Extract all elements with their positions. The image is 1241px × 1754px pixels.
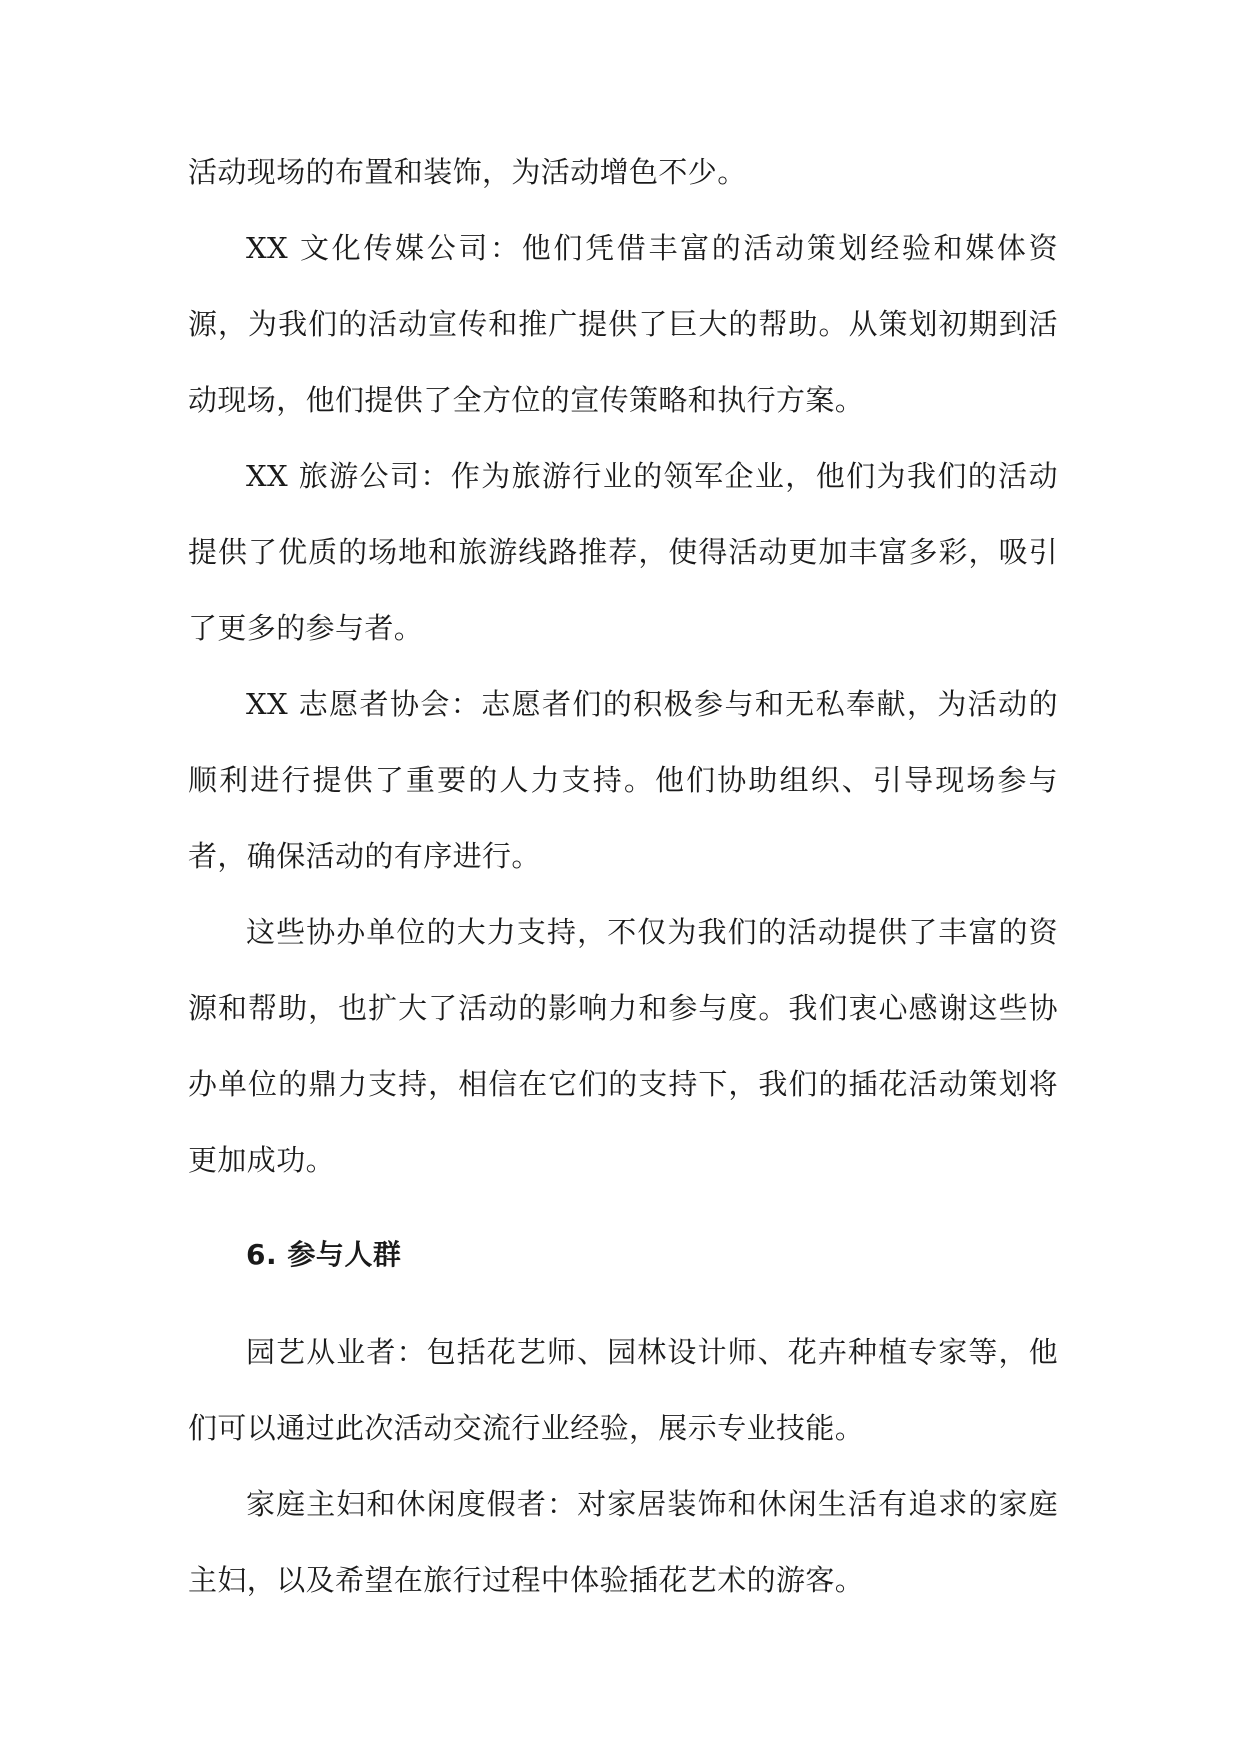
paragraph-housewives-vacationers: 家庭主妇和休闲度假者：对家居装饰和休闲生活有追求的家庭主妇，以及希望在旅行过程中体验插花艺术的游客。	[188, 1487, 1058, 1597]
paragraph-thanks: 这些协办单位的大力支持，不仅为我们的活动提供了丰富的资源和帮助，也扩大了活动的影响力和参与度。我们衷心感谢这些协办单位的鼎力支持，相信在它们的支持下，我们的插花活动策划将更加成功。	[188, 915, 1058, 1177]
paragraph-media-company: XX 文化传媒公司：他们凭借丰富的活动策划经验和媒体资源，为我们的活动宣传和推广提供了巨大的帮助。从策划初期到活动现场，他们提供了全方位的宣传策略和执行方案。	[188, 231, 1058, 417]
section-heading: 6. 参与人群	[246, 1238, 402, 1271]
paragraph-gardening-practitioners: 园艺从业者：包括花艺师、园林设计师、花卉种植专家等，他们可以通过此次活动交流行业经验，展示专业技能。	[188, 1335, 1058, 1445]
paragraph-continuation: 活动现场的布置和装饰，为活动增色不少。	[188, 155, 747, 189]
paragraph-volunteer-association: XX 志愿者协会：志愿者们的积极参与和无私奉献，为活动的顺利进行提供了重要的人力支持。他们协助组织、引导现场参与者，确保活动的有序进行。	[188, 687, 1058, 873]
paragraph-travel-company: XX 旅游公司：作为旅游行业的领军企业，他们为我们的活动提供了优质的场地和旅游线路推荐，使得活动更加丰富多彩，吸引了更多的参与者。	[188, 459, 1058, 645]
